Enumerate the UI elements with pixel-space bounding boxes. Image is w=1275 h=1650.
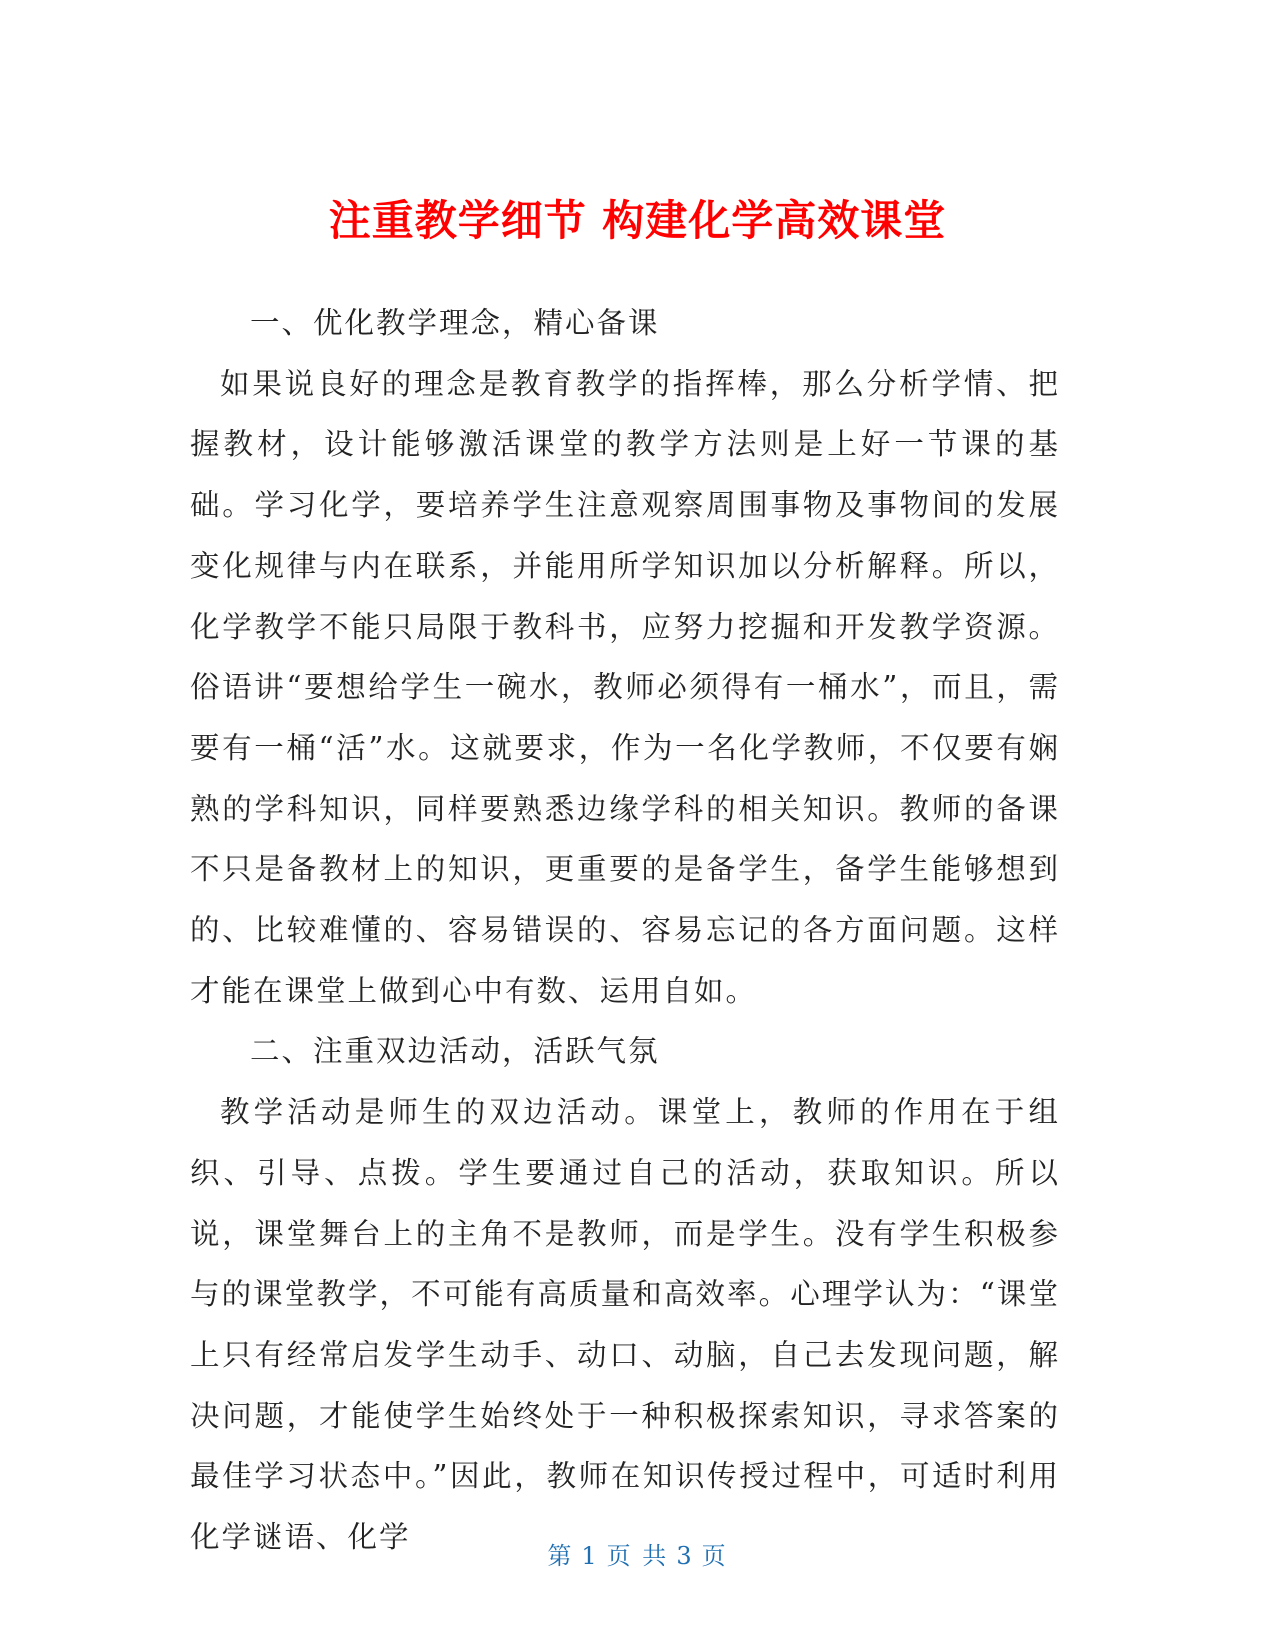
section-paragraph-2: 教学活动是师生的双边活动。课堂上，教师的作用在于组织、引导、点拨。学生要通过自己的活动，获取知识。所以说，课堂舞台上的主角不是教师，而是学生。没有学生积极参与的课堂教学，不可能有高质量和高效率。心理学认为：“课堂上只有经常启发学生动手、动口、动脑，自己去发现问题，解决问题，才能使学生始终处于一种积极探索知识，寻求答案的最佳学习状态中。”因此，教师在知识传授过程中，可适时利用化学谜语、化学 bbox=[190, 1095, 1060, 1555]
footer-middle: 页 共 bbox=[606, 1542, 669, 1570]
section-paragraph-1: 如果说良好的理念是教育教学的指挥棒，那么分析学情、把握教材，设计能够激活课堂的教学方法则是上好一节课的基础。学习化学，要培养学生注意观察周围事物及事物间的发展变化规律与内在联系，并能用所学知识加以分析解释。所以，化学教学不能只局限于教科书，应努力挖掘和开发教学资源。俗语讲“要想给学生一碗水，教师必须得有一桶水”，而且，需要有一桶“活”水。这就要求，作为一名化学教师，不仅要有娴熟的学科知识，同样要熟悉边缘学科的相关知识。教师的备课不只是备教材上的知识，更重要的是备学生，备学生能够想到的、比较难懂的、容易错误的、容易忘记的各方面问题。这样才能在课堂上做到心中有数、运用自如。 bbox=[190, 366, 1060, 1008]
footer-prefix: 第 bbox=[547, 1542, 574, 1570]
footer-current-page: 1 bbox=[581, 1542, 599, 1570]
document-body bbox=[190, 293, 1060, 1568]
section-heading-1: 一、优化教学理念，精心备课 bbox=[250, 306, 660, 340]
page-footer bbox=[0, 1540, 1275, 1572]
footer-total-pages: 3 bbox=[676, 1542, 694, 1570]
section-heading-2: 二、注重双边活动，活跃气氛 bbox=[250, 1034, 660, 1069]
footer-suffix: 页 bbox=[701, 1542, 728, 1570]
document-title: 注重教学细节 构建化学高效课堂 bbox=[328, 196, 947, 246]
